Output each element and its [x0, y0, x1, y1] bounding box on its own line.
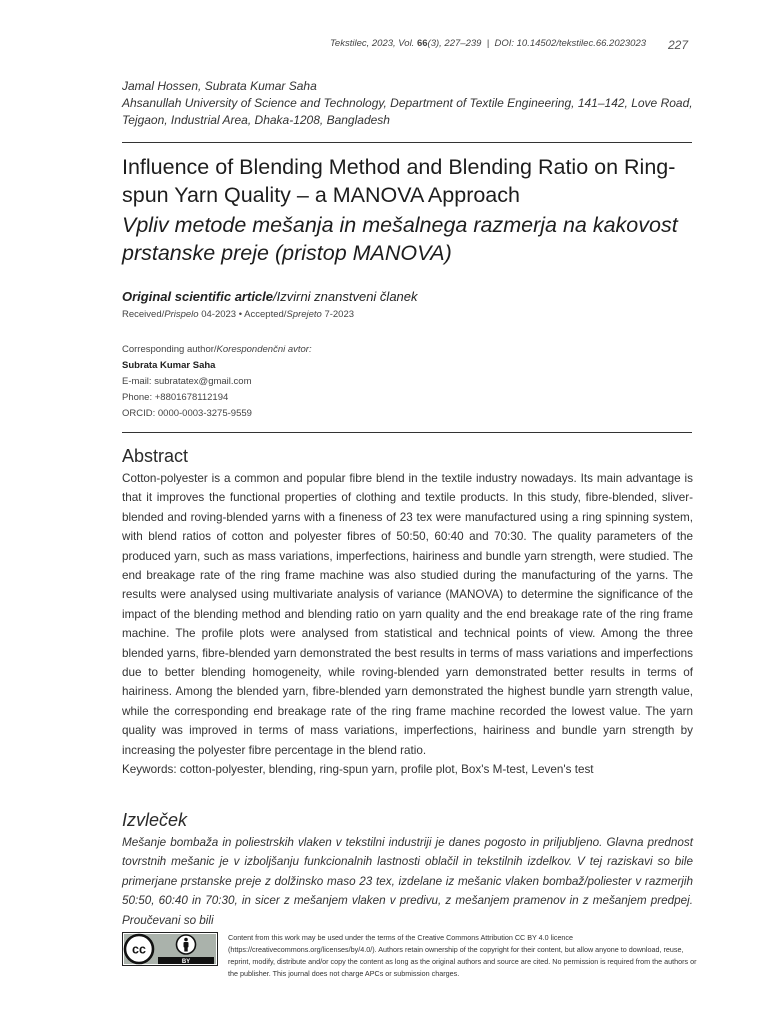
badge-by-text: BY — [181, 959, 191, 965]
corresponding-label: Corresponding author/Korespondenčni avtor: — [122, 344, 312, 355]
title-english: Influence of Blending Method and Blending Ratio on Ring-spun Yarn Quality – a MANOVA Approach — [122, 155, 676, 207]
accepted-date: 7-2023 — [321, 309, 355, 320]
corresponding-name: Subrata Kumar Saha — [122, 360, 216, 371]
title-slovene: Vpliv metode mešanja in mešalnega razmerja na kakovost prstanske preje (pristop MANOVA) — [122, 213, 678, 265]
izvlecek-body: Mešanje bombaža in poliestrskih vlaken v tekstilni industriji je danes pogosto in priljubljeno. Glavna prednost tovrstnih mešanic je v izboljšanju funkcionalnih lastnosti oblačil in tekstilnih izdelkov. V tej raziskavi so bile primerjane prstanske preje z dolžinsko maso 23 tex, izdelane iz mešanic vlaken bombaž/poliester v razmerjih 50:50, 60:40 in 70:30, in sicer z mešanjem vlaken v predivu, z mešanjem pramenov in z mešanjem predpej. Proučevani so bili — [122, 836, 693, 927]
author-names: Jamal Hossen, Subrata Kumar Saha — [122, 79, 317, 93]
cc-by-logo-icon — [122, 932, 218, 966]
page-number: 227 — [668, 38, 689, 52]
abstract-body — [122, 469, 693, 780]
article-type-english: Original scientific article — [122, 289, 273, 304]
article-type-slovene: /Izvirni znanstveni članek — [273, 289, 418, 304]
abstract-text: Cotton-polyester is a common and popular fibre blend in the textile industry nowadays. Its main advantage is that it improves the functional properties of clothing and textile products. In this study, fibre-blended, sliver-blended and roving-blended yarns with a fineness of 23 tex were manufactured using a ring spinning system, with blend ratios of cotton and polyester fibres of 50:50, 60:40 and 70:30. The quality parameters of the produced yarn, such as mass variations, imperfections, hairiness and bundle yarn strength, were studied. The end breakage rate of the ring frame machine was also studied during the manufacturing of the yarns. The results were analysed using multivariate analysis of variance (MANOVA) to determine the significance of the impact of the blending method and blending ratio on yarn quality and the end breakage rate of the ring frame machine. The profile plots were analysed from statistical and technical points of view. Among the three blended yarns, fibre-blended yarn demonstrated the best results in terms of mass variations and imperfections due to better blending homogeneity, while roving-blended yarn demonstrated better results in terms of hairiness. Among the blended yarn, fibre-blended yarn demonstrated the highest bundle yarn strength value, while the corresponding end breakage rate of the ring frame machine recorded the lowest value. The yarn quality was improved in terms of mass variations, imperfections, hairiness and bundle yarn strength by increasing the polyester fibre percentage in the blend ratio. — [122, 472, 693, 757]
affiliation-line-1: Ahsanullah University of Science and Technology, Department of Textile Engineering, 141–142, Love Road, — [122, 96, 693, 110]
accepted-label-sl: Sprejeto — [286, 309, 322, 320]
received-label: Received/ — [122, 309, 165, 320]
abstract-heading: Abstract — [122, 446, 189, 466]
running-header — [330, 38, 647, 49]
izvlecek-heading: Izvleček — [122, 810, 188, 830]
top-divider — [122, 142, 692, 143]
affiliation-line-2: Tejgaon, Industrial Area, Dhaka-1208, Bangladesh — [122, 113, 390, 127]
corresponding-email[interactable]: E-mail: subratatex@gmail.com — [122, 376, 252, 387]
corresponding-author-block — [122, 342, 312, 422]
received-date: 04-2023 • Accepted/ — [198, 309, 287, 320]
article-type — [122, 289, 418, 304]
corresponding-orcid[interactable]: ORCID: 0000-0003-3275-9559 — [122, 408, 252, 419]
keywords: Keywords: cotton-polyester, blending, ring-spun yarn, profile plot, Box's M-test, Leven's test — [122, 763, 594, 777]
cc-by-license-badge[interactable] — [122, 932, 218, 966]
doi[interactable]: DOI: 10.14502/tekstilec.66.2023023 — [494, 38, 647, 49]
abstract-divider — [122, 432, 692, 433]
received-label-sl: Prispelo — [164, 309, 199, 320]
header-separator: | — [486, 38, 490, 49]
author-block — [122, 78, 702, 129]
svg-text:cc: cc — [132, 942, 146, 957]
journal-volume: 66 — [416, 38, 428, 49]
journal-issue-pages: (3), 227–239 — [427, 38, 482, 49]
journal-name: Tekstilec, 2023, Vol. — [330, 38, 415, 49]
article-dates — [122, 309, 354, 320]
corresponding-phone: Phone: +8801678112194 — [122, 392, 229, 403]
license-text: Content from this work may be used under the terms of the Creative Commons Attribution CC BY 4.0 licence (https://creativecommons.org/licenses/by/4.0/). Authors retain ownership of the copyright for their content, but allow anyone to download, reuse, reprint, modify, distribute and/or copy the content as long as the original authors and source are cited. No permission is required from the authors or the publisher. This journal does not charge APCs or submission charges. — [228, 933, 697, 978]
